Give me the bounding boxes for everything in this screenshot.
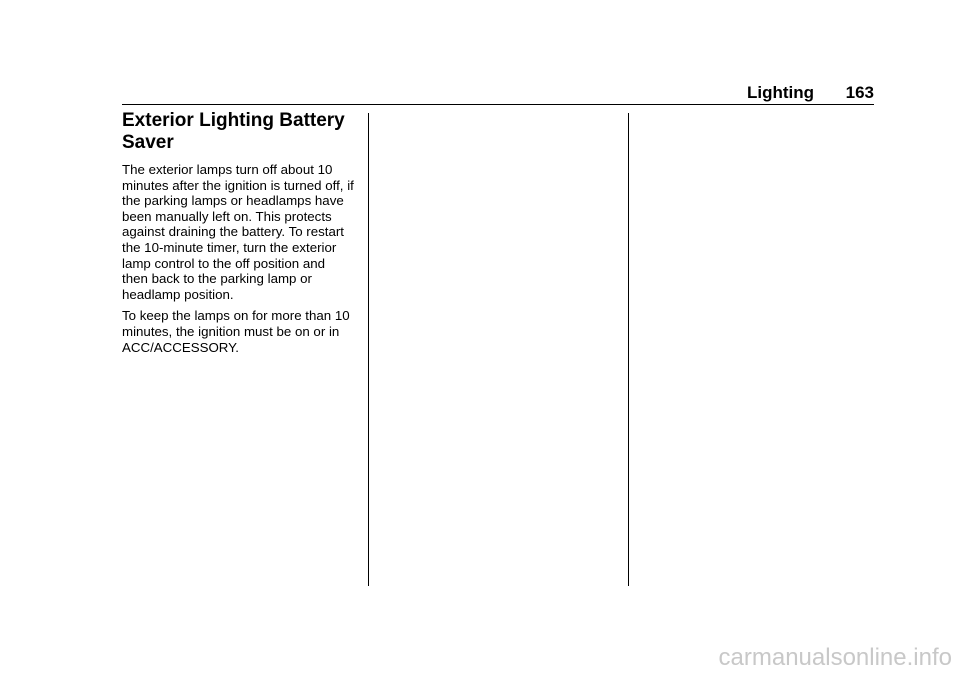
header-section-title: Lighting xyxy=(746,83,814,102)
watermark-text: carmanualsonline.info xyxy=(718,644,952,671)
column-divider-1 xyxy=(368,113,369,586)
paragraph-keep-lamps-on: To keep the lamps on for more than 10 minutes, the ignition must be on or in ACC/ACCESSORY. xyxy=(122,308,350,355)
content-column-left xyxy=(122,110,354,361)
paragraph-battery-saver: The exterior lamps turn off about 10 minutes after the ignition is turned off, if the parking lamps or headlamps have been manually left on. This protects against draining the battery. To restart the 10-minute timer, turn the exterior lamp control to the off position and then back to the parking lamp or headlamp position. xyxy=(122,162,354,302)
column-divider-2 xyxy=(628,113,629,586)
page-header xyxy=(122,80,874,105)
header-page-number: 163 xyxy=(845,83,874,102)
section-title: Exterior Lighting Battery Saver xyxy=(122,110,345,153)
